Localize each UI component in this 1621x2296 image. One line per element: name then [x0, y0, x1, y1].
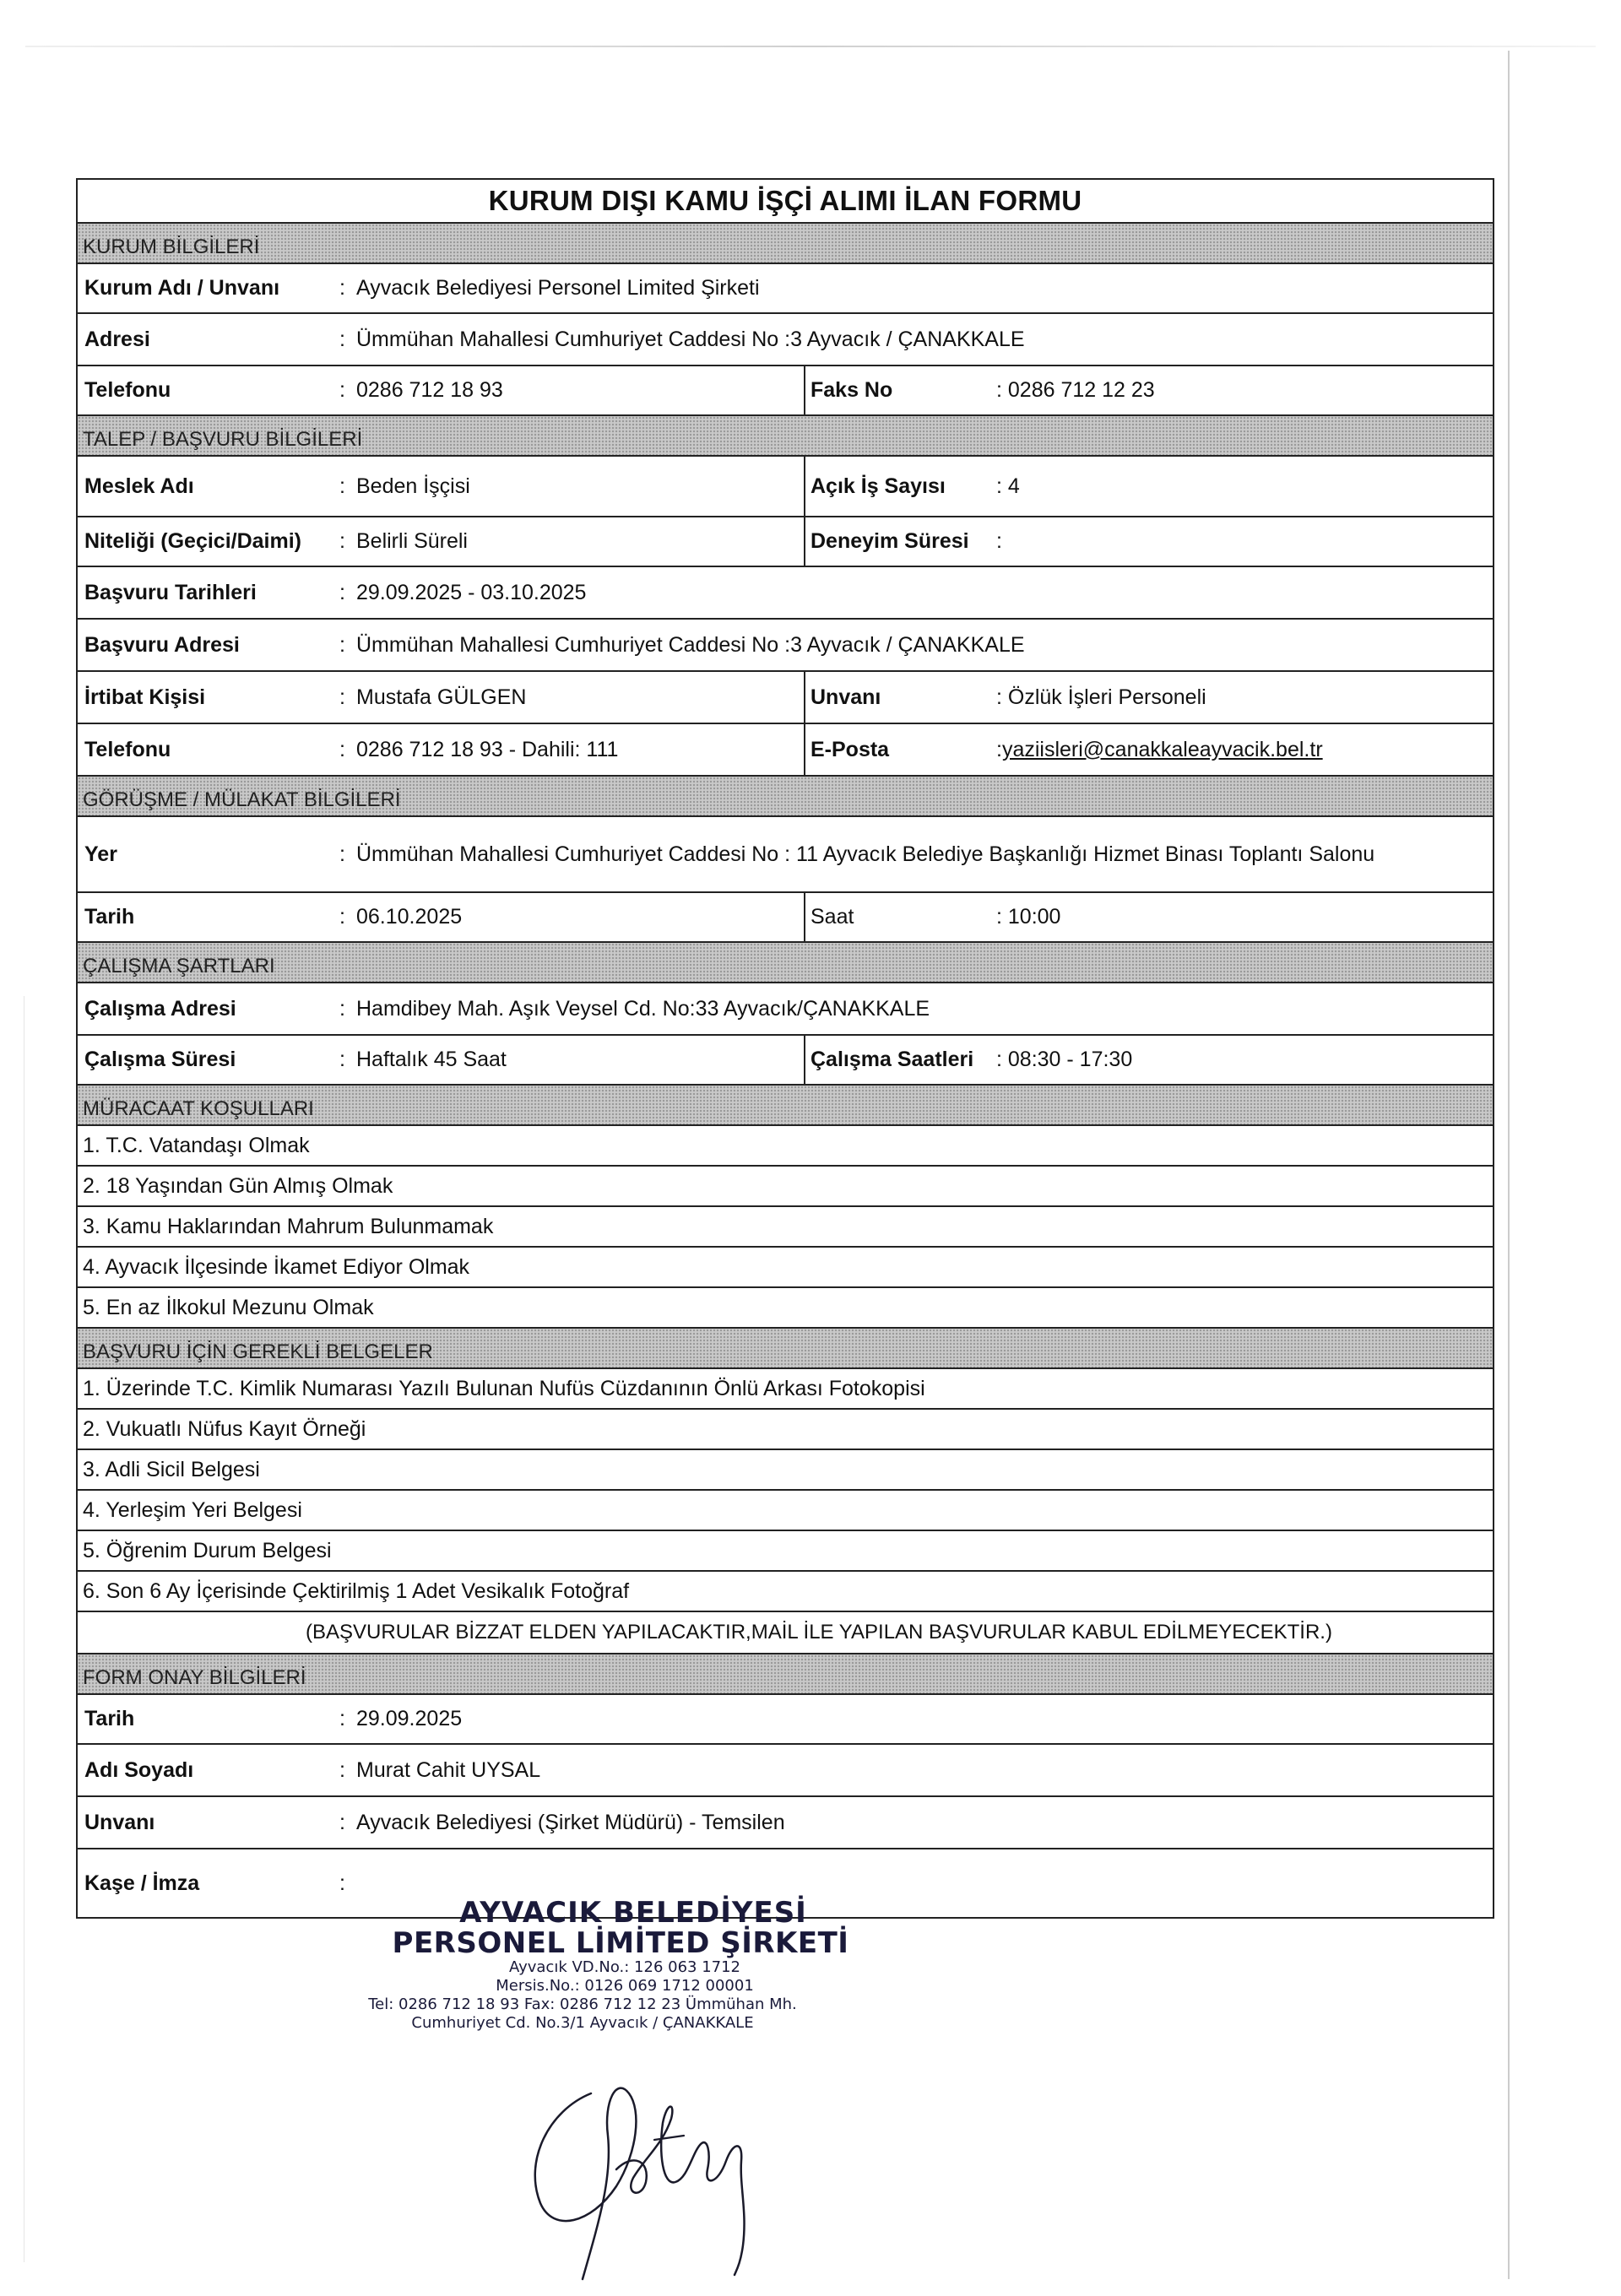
list-item-muracaat: 2. 18 Yaşından Gün Almış Olmak	[78, 1167, 1493, 1207]
label-kurum-telefon: Telefonu	[84, 378, 171, 402]
label-onay-unvan: Unvanı	[84, 1810, 155, 1834]
label-kurum-adres: Adresi	[84, 327, 150, 351]
section-gorusme: GÖRÜŞME / MÜLAKAT BİLGİLERİ	[78, 777, 1493, 817]
value-meslek: : Beden İşçisi	[339, 474, 470, 498]
row-meslek	[78, 457, 1493, 517]
value-irtibat: : Mustafa GÜLGEN	[339, 685, 527, 709]
section-talep: TALEP / BAŞVURU BİLGİLERİ	[78, 416, 1493, 457]
list-item-muracaat: 4. Ayvacık İlçesinde İkamet Ediyor Olmak	[78, 1248, 1493, 1288]
value-nitelik: : Belirli Süreli	[339, 529, 468, 553]
value-calisma-sure: : Haftalık 45 Saat	[339, 1048, 507, 1071]
section-kurum: KURUM BİLGİLERİ	[78, 224, 1493, 264]
value-basvuru-tarih: : 29.09.2025 - 03.10.2025	[339, 580, 587, 604]
row-kurum-adi	[78, 264, 1493, 314]
row-nitelik	[78, 517, 1493, 567]
section-calisma: ÇALIŞMA ŞARTLARI	[78, 943, 1493, 983]
label-onay-ad: Adı Soyadı	[84, 1757, 194, 1782]
section-onay: FORM ONAY BİLGİLERİ	[78, 1654, 1493, 1695]
row-onay-ad	[78, 1745, 1493, 1797]
stamp-line: Cumhuriyet Cd. No.3/1 Ayvacık / ÇANAKKALE	[411, 2014, 754, 2032]
row-kurum-telefon	[78, 366, 1493, 416]
list-item-muracaat: 5. En az İlkokul Mezunu Olmak	[78, 1288, 1493, 1329]
value-onay-tarih: : 29.09.2025	[339, 1707, 463, 1730]
stamp-line: Tel: 0286 712 18 93 Fax: 0286 712 12 23 Ümmühan Mh.	[368, 1995, 797, 2013]
row-onay-tarih	[78, 1695, 1493, 1745]
value-deneyim: :	[996, 529, 1002, 553]
list-item-belge: 2. Vukuatlı Nüfus Kayıt Örneği	[78, 1410, 1493, 1450]
label-basvuru-adres: Başvuru Adresi	[84, 632, 240, 657]
section-muracaat: MÜRACAAT KOŞULLARI	[78, 1086, 1493, 1126]
stamp-line: AYVACIK BELEDİYESİ	[459, 1896, 807, 1930]
value-basvuru-adres: : Ümmühan Mahallesi Cumhuriyet Caddesi No :3 Ayvacık / ÇANAKKALE	[339, 632, 1025, 657]
value-kurum-telefon: : 0286 712 18 93	[339, 378, 503, 402]
row-irtibat	[78, 672, 1493, 724]
label-yer: Yer	[84, 842, 117, 866]
value-kurum-adres: : Ümmühan Mahallesi Cumhuriyet Caddesi No :3 Ayvacık / ÇANAKKALE	[339, 327, 1025, 351]
value-eposta: : yaziisleri@canakkaleayvacik.bel.tr	[996, 737, 1323, 761]
value-kase-imza: :	[339, 1871, 345, 1895]
row-calisma-adres	[78, 983, 1493, 1036]
value-calisma-saat: : 08:30 - 17:30	[996, 1048, 1133, 1071]
label-nitelik: Niteliği (Geçici/Daimi)	[84, 529, 302, 553]
label-calisma-saat: Çalışma Saatleri	[804, 1036, 989, 1084]
label-basvuru-tarih: Başvuru Tarihleri	[84, 580, 257, 604]
company-stamp	[368, 1896, 870, 2033]
row-yer	[78, 817, 1493, 893]
value-faks: : 0286 712 12 23	[996, 378, 1155, 402]
row-gorusme-tarih	[78, 893, 1493, 943]
value-acik-is: : 4	[996, 474, 1020, 498]
value-saat: : 10:00	[996, 905, 1061, 929]
scan-edge-right	[1508, 51, 1510, 2279]
form-title: KURUM DIŞI KAMU İŞÇİ ALIMI İLAN FORMU	[78, 180, 1493, 224]
label-calisma-adres: Çalışma Adresi	[84, 996, 236, 1021]
section-belgeler: BAŞVURU İÇİN GEREKLİ BELGELER	[78, 1329, 1493, 1369]
row-talep-telefon	[78, 724, 1493, 777]
value-unvan: : Özlük İşleri Personeli	[996, 685, 1206, 709]
row-basvuru-adres	[78, 620, 1493, 672]
email-link[interactable]: yaziisleri@canakkaleayvacik.bel.tr	[1001, 737, 1323, 761]
label-saat: Saat	[804, 893, 989, 941]
stamp-line: PERSONEL LİMİTED ŞİRKETİ	[392, 1926, 849, 1960]
list-item-belge: 1. Üzerinde T.C. Kimlik Numarası Yazılı Bulunan Nufüs Cüzdanının Önlü Arkası Fotokopisi	[78, 1369, 1493, 1410]
label-onay-tarih: Tarih	[84, 1707, 135, 1730]
label-kase-imza: Kaşe / İmza	[84, 1871, 200, 1895]
list-item-muracaat: 3. Kamu Haklarından Mahrum Bulunmamak	[78, 1207, 1493, 1248]
value-kurum-adi: : Ayvacık Belediyesi Personel Limited Şirketi	[339, 276, 760, 300]
value-onay-unvan: : Ayvacık Belediyesi (Şirket Müdürü) - Temsilen	[339, 1810, 785, 1834]
list-item-muracaat: 1. T.C. Vatandaşı Olmak	[78, 1126, 1493, 1167]
stamp-line: Mersis.No.: 0126 069 1712 00001	[496, 1977, 754, 1995]
announcement-form	[76, 178, 1494, 1919]
signature-icon	[490, 2043, 777, 2296]
list-item-belge: 6. Son 6 Ay İçerisinde Çektirilmiş 1 Adet Vesikalık Fotoğraf	[78, 1572, 1493, 1612]
label-kurum-adi: Kurum Adı / Unvanı	[84, 276, 280, 300]
row-calisma-sure	[78, 1036, 1493, 1086]
value-onay-ad: : Murat Cahit UYSAL	[339, 1757, 541, 1782]
label-eposta: E-Posta	[804, 724, 989, 775]
label-calisma-sure: Çalışma Süresi	[84, 1048, 236, 1071]
label-gorusme-tarih: Tarih	[84, 905, 135, 929]
stamp-line: Ayvacık VD.No.: 126 063 1712	[509, 1958, 740, 1976]
row-basvuru-tarih	[78, 567, 1493, 620]
scan-edge-top	[25, 46, 1596, 47]
list-item-belge: 4. Yerleşim Yeri Belgesi	[78, 1491, 1493, 1531]
label-unvan: Unvanı	[804, 672, 989, 723]
value-talep-telefon: : 0286 712 18 93 - Dahili: 111	[339, 737, 619, 761]
value-calisma-adres: : Hamdibey Mah. Aşık Veysel Cd. No:33 Ayvacık/ÇANAKKALE	[339, 996, 930, 1021]
label-acik-is: Açık İş Sayısı	[804, 457, 989, 516]
value-yer: : Ümmühan Mahallesi Cumhuriyet Caddesi No : 11 Ayvacık Belediye Başkanlığı Hizmet Binası Toplantı Salonu	[339, 842, 1375, 866]
list-item-belge: 3. Adli Sicil Belgesi	[78, 1450, 1493, 1491]
row-kurum-adres	[78, 314, 1493, 366]
value-gorusme-tarih: : 06.10.2025	[339, 905, 463, 929]
label-talep-telefon: Telefonu	[84, 737, 171, 761]
label-irtibat: İrtibat Kişisi	[84, 685, 206, 709]
application-note: (BAŞVURULAR BİZZAT ELDEN YAPILACAKTIR,MAİL İLE YAPILAN BAŞVURULAR KABUL EDİLMEYECEKTİR.)	[78, 1612, 1493, 1654]
list-item-belge: 5. Öğrenim Durum Belgesi	[78, 1531, 1493, 1572]
label-faks: Faks No	[804, 366, 989, 414]
label-deneyim: Deneyim Süresi	[804, 517, 989, 566]
label-meslek: Meslek Adı	[84, 474, 194, 498]
row-onay-unvan	[78, 1797, 1493, 1849]
